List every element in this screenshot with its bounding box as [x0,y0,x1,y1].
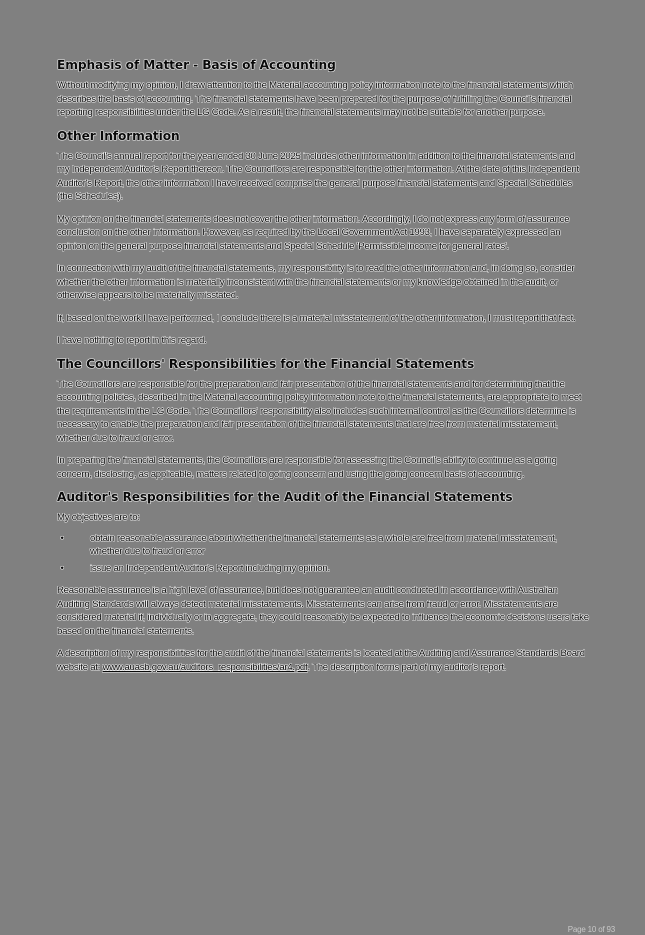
paragraph: The Councillors are responsible for the preparation and fair presentation of the financial statements and for determining that the accounting policies, described in the Material accounting policy information note to the financial statements, are appropriate to meet the requirements in the LG Code. The Councillors' responsibility also includes such internal control as the Councillors determine is necessary to enable the preparation and fair presentation of the financial statements that are free from material misstatement, whether due to fraud or error. [57,378,582,444]
paragraph: If, based on the work I have performed, I conclude there is a material misstatement of the other information, I must report that fact. [57,312,576,324]
paragraph: The Council's annual report for the year ended 30 June 2025 includes other information in addition to the financial statements and my Independent Auditor's Report thereon. The Councillors are responsible for the other information. At the date of this Independent Auditor's Report, the other information I have received comprise the general purpose financial statements and Special Schedules (the Schedules). [57,150,579,202]
paragraph: In connection with my audit of the financial statements, my responsibility is to read the other information and, in doing so, consider whether the other information is materially inconsistent with the financial statements or my knowledge obtained in the audit, or otherwise appears to be materially misstated. [57,263,575,301]
heading-auditor-responsibilities: Auditor's Responsibilities for the Audit of the Financial Statements [57,490,513,504]
list-item-text: issue an Independent Auditor's Report including my opinion. [90,562,330,574]
paragraph: Without modifying my opinion, I draw attention to the Material accounting policy information note to the financial statements which describes the basis of accounting. The financial statements have been prepared for the purpose of fulfilling the Council's financial reporting responsibilities under the LG Code. As a result, the financial statements may not be suitable for another purpose. [57,80,573,118]
section-emphasis-of-matter [57,58,589,120]
heading-emphasis-of-matter: Emphasis of Matter - Basis of Accounting [57,58,336,72]
document-page [57,58,589,683]
section-councillors-responsibilities [57,357,589,482]
paragraph: In preparing the financial statements, the Councillors are responsible for assessing the Council's ability to continue as a going concern, disclosing, as applicable, matters related to going concern and using the going concern basis of accounting. [57,455,557,480]
description-text: . The description forms part of my auditor's report. [307,661,507,673]
heading-other-information: Other Information [57,128,180,143]
section-auditor-responsibilities [57,490,589,674]
auasb-responsibilities-link[interactable]: www.auasb.gov.au/auditors_responsibilities/ar4.pdf [102,661,308,673]
page-number: Page 10 of 93 [567,925,615,934]
list-item [57,562,589,576]
paragraph: I have nothing to report in this regard. [57,335,207,346]
heading-councillors-responsibilities: The Councillors' Responsibilities for the Financial Statements [57,356,475,371]
section-other-information [57,129,589,348]
objectives-intro: My objectives are to: [57,512,140,523]
objectives-list [57,532,589,576]
responsibilities-description [57,647,589,674]
list-item-text: obtain reasonable assurance about whether the financial statements as a whole are free from material misstatement, whether due to fraud or error [90,532,557,557]
paragraph: My opinion on the financial statements does not cover the other information. Accordingly, I do not express any form of assurance conclusion on the other information. However, as required by the Local Government Act 1993, I have separately expressed an opinion on the general purpose financial statements and Special Schedule 'Permissible income for general rates'. [57,213,570,252]
description-text: A description of my responsibilities for the audit of the financial statements is located at the Auditing and Assurance Standards Board website at: [57,648,585,673]
bullet-icon: • [60,562,64,574]
bullet-icon: • [60,532,64,544]
paragraph: Reasonable assurance is a high level of assurance, but does not guarantee an audit conducted in accordance with Australian Auditing Standards will always detect material misstatements. Misstatements can arise from fraud or error. Misstatements are considered material if, individually or in aggregate, they could reasonably be expected to influence the economic decisions users take based on the financial statements. [57,585,589,637]
list-item [57,532,589,559]
